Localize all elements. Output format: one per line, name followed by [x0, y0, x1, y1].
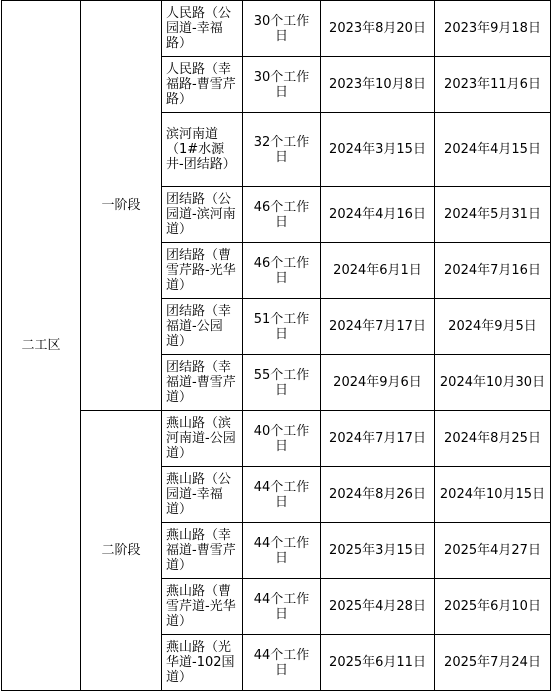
end-date-cell: 2024年8月25日	[435, 411, 551, 467]
stage-cell: 一阶段	[81, 1, 162, 411]
road-section-cell: 团结路（幸福道-公园道）	[162, 299, 243, 355]
road-section-cell: 燕山路（幸福道-曹雪芹道）	[162, 523, 243, 579]
end-date-cell: 2024年9月5日	[435, 299, 551, 355]
road-section-cell: 燕山路（公园道-幸福道）	[162, 467, 243, 523]
end-date-cell: 2025年7月24日	[435, 635, 551, 691]
stage-cell: 二阶段	[81, 411, 162, 691]
table-row	[2, 411, 551, 467]
district-cell: 二工区	[2, 1, 81, 691]
duration-cell: 32个工作日	[243, 113, 321, 187]
road-section-cell: 燕山路（曹雪芹道-光华道）	[162, 579, 243, 635]
duration-cell: 46个工作日	[243, 187, 321, 243]
road-section-cell: 人民路（公园道-幸福路）	[162, 1, 243, 57]
end-date-cell: 2023年11月6日	[435, 57, 551, 113]
duration-cell: 44个工作日	[243, 467, 321, 523]
schedule-table	[1, 0, 551, 691]
start-date-cell: 2024年4月16日	[321, 187, 435, 243]
road-section-cell: 团结路（曹雪芹路-光华道）	[162, 243, 243, 299]
duration-cell: 30个工作日	[243, 1, 321, 57]
start-date-cell: 2024年8月26日	[321, 467, 435, 523]
start-date-cell: 2025年4月28日	[321, 579, 435, 635]
start-date-cell: 2025年6月11日	[321, 635, 435, 691]
road-section-cell: 团结路（公园道-滨河南道）	[162, 187, 243, 243]
start-date-cell: 2024年6月1日	[321, 243, 435, 299]
end-date-cell: 2024年10月15日	[435, 467, 551, 523]
end-date-cell: 2024年4月15日	[435, 113, 551, 187]
start-date-cell: 2025年3月15日	[321, 523, 435, 579]
start-date-cell: 2024年9月6日	[321, 355, 435, 411]
road-section-cell: 团结路（幸福道-曹雪芹道）	[162, 355, 243, 411]
table-row	[2, 1, 551, 57]
start-date-cell: 2024年7月17日	[321, 299, 435, 355]
start-date-cell: 2023年10月8日	[321, 57, 435, 113]
end-date-cell: 2025年6月10日	[435, 579, 551, 635]
start-date-cell: 2024年7月17日	[321, 411, 435, 467]
end-date-cell: 2024年10月30日	[435, 355, 551, 411]
duration-cell: 44个工作日	[243, 579, 321, 635]
road-section-cell: 人民路（幸福路-曹雪芹路）	[162, 57, 243, 113]
duration-cell: 44个工作日	[243, 635, 321, 691]
duration-cell: 55个工作日	[243, 355, 321, 411]
duration-cell: 44个工作日	[243, 523, 321, 579]
road-section-cell: 燕山路（滨河南道-公园道）	[162, 411, 243, 467]
road-section-cell: 滨河南道（1#水源井-团结路）	[162, 113, 243, 187]
end-date-cell: 2023年9月18日	[435, 1, 551, 57]
road-section-cell: 燕山路（光华道-102国道）	[162, 635, 243, 691]
end-date-cell: 2024年7月16日	[435, 243, 551, 299]
end-date-cell: 2025年4月27日	[435, 523, 551, 579]
start-date-cell: 2024年3月15日	[321, 113, 435, 187]
end-date-cell: 2024年5月31日	[435, 187, 551, 243]
duration-cell: 40个工作日	[243, 411, 321, 467]
start-date-cell: 2023年8月20日	[321, 1, 435, 57]
duration-cell: 51个工作日	[243, 299, 321, 355]
duration-cell: 30个工作日	[243, 57, 321, 113]
duration-cell: 46个工作日	[243, 243, 321, 299]
